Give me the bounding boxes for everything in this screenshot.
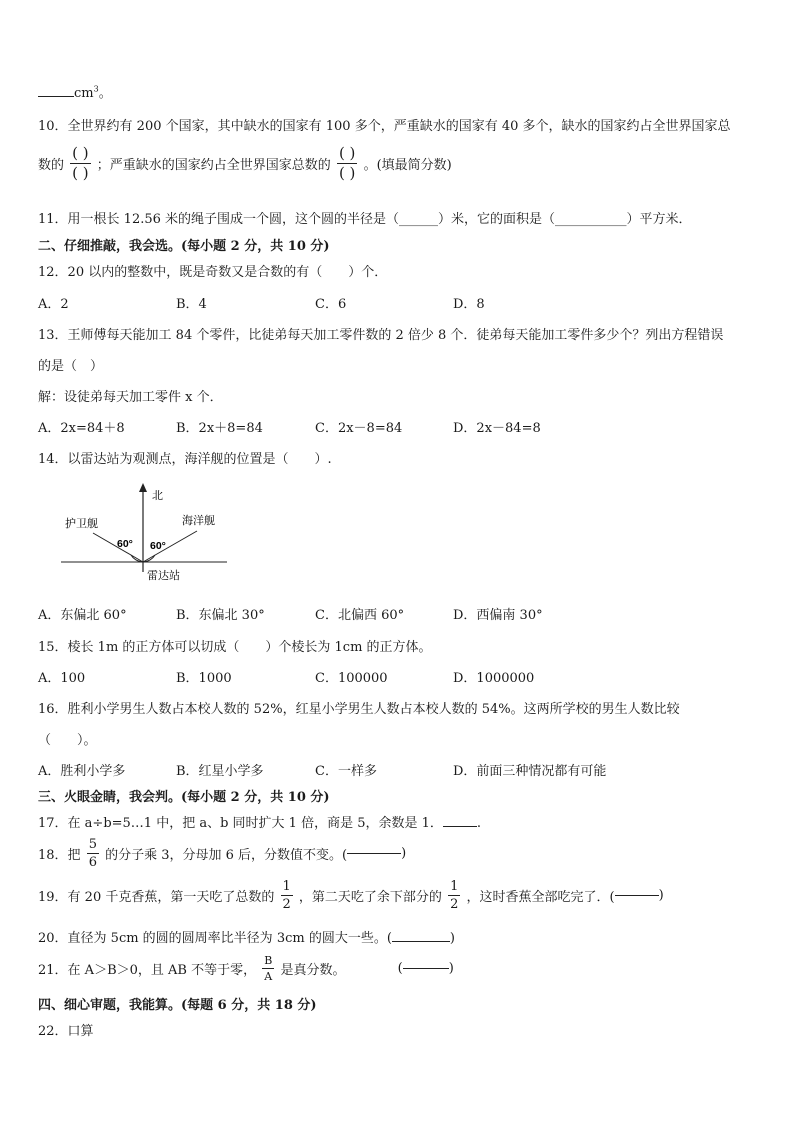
q14-option-d: D．西偏南 30° xyxy=(453,608,543,623)
q10-suffix: 。(填最简分数) xyxy=(363,158,452,173)
north-label: 北 xyxy=(152,490,163,502)
q18-prefix: 18．把 xyxy=(38,848,81,863)
question-11: 11．用一根长 12.56 米的绳子围成一个圆，这个圆的半径是（______）米，它的面积是（___________）平方米． xyxy=(38,212,692,227)
q20-text: 20．直径为 5cm 的圆的圆周率比半径为 3cm 的圆大一些。( xyxy=(38,931,392,946)
answer-blank xyxy=(403,968,449,969)
q21-suffix: 是真分数。 xyxy=(280,963,346,978)
question-20 xyxy=(38,927,455,946)
question-10-line2 xyxy=(38,146,452,181)
numerator: B xyxy=(264,954,273,967)
radar-station-label: 雷达站 xyxy=(147,570,180,582)
q10-fraction-blank-1 xyxy=(70,146,90,181)
q16-option-c: C．一样多 xyxy=(315,764,377,779)
q16-option-d: D．前面三种情况都有可能 xyxy=(453,764,607,779)
numerator: 5 xyxy=(88,837,97,852)
q13-option-d: D．2x－84=8 xyxy=(453,421,541,436)
numerator-blank: ( ) xyxy=(338,144,356,162)
q16-option-b: B．红星小学多 xyxy=(176,764,264,779)
q19-prefix: 19．有 20 千克香蕉，第一天吃了总数的 xyxy=(38,890,275,905)
answer-blank xyxy=(615,895,659,896)
fraction-1-2 xyxy=(281,880,293,911)
question-12: 12．20 以内的整数中，既是奇数又是合数的有（ ）个． xyxy=(38,265,388,280)
q13-option-a: A．2x=84＋8 xyxy=(38,421,125,436)
question-16-line1: 16．胜利小学男生人数占本校人数的 52%，红星小学男生人数占本校人数的 54%。这两所学校的男生人数比较 xyxy=(38,702,680,717)
numerator: 1 xyxy=(282,879,291,894)
q19-suffix: ，这时香蕉全部吃完了．( xyxy=(466,890,615,905)
section-2-heading: 二、仔细推敲，我会选。(每小题 2 分，共 10 分) xyxy=(38,239,330,254)
q12-option-b: B．4 xyxy=(176,297,207,312)
question-13-line1: 13．王师傅每天能加工 84 个零件，比徒弟每天加工零件数的 2 倍少 8 个．徒弟每天能加工零件多少个？列出方程错误 xyxy=(38,328,724,343)
escort-ship-label: 护卫舰 xyxy=(65,518,98,530)
q20-close: ) xyxy=(449,931,455,946)
question-15: 15．棱长 1m 的正方体可以切成（ ）个棱长为 1cm 的正方体。 xyxy=(38,640,432,655)
unit: cm xyxy=(74,86,94,101)
q10-fraction-blank-2 xyxy=(337,146,357,181)
unit-exponent: 3 xyxy=(93,84,99,94)
answer-blank xyxy=(392,941,450,942)
answer-blank xyxy=(38,96,74,97)
question-22: 22．口算 xyxy=(38,1024,94,1039)
q19-middle: ，第二天吃了余下部分的 xyxy=(298,890,442,905)
denominator: A xyxy=(262,968,274,982)
q15-option-c: C．100000 xyxy=(315,671,388,686)
left-angle-label: 60° xyxy=(117,538,133,550)
q18-close: ) xyxy=(401,846,407,861)
question-14: 14．以雷达站为观测点，海洋舰的位置是（ ）. xyxy=(38,452,332,467)
denominator: 2 xyxy=(282,897,291,912)
section-3-heading: 三、火眼金睛，我会判。(每小题 2 分，共 10 分) xyxy=(38,790,330,805)
q12-option-a: A．2 xyxy=(38,297,69,312)
q19-close: ) xyxy=(658,888,664,903)
q21-close: ) xyxy=(448,961,454,976)
numerator-blank: ( ) xyxy=(72,144,89,162)
question-16-line2: （ ）。 xyxy=(38,733,97,748)
q15-option-d: D．1000000 xyxy=(453,671,535,686)
question-18 xyxy=(38,838,406,869)
answer-blank xyxy=(443,826,477,827)
q14-option-b: B．东偏北 30° xyxy=(176,608,265,623)
q17-text: 17．在 a÷b=5…1 中，把 a、b 同时扩大 1 倍，商是 5，余数是 1． xyxy=(38,816,443,831)
fraction-b-over-a xyxy=(262,955,274,982)
q14-option-a: A．东偏北 60° xyxy=(38,608,127,623)
q12-option-d: D．8 xyxy=(453,297,485,312)
fraction-5-6 xyxy=(87,838,99,869)
q21-prefix: 21．在 A＞B＞0，且 AB 不等于零， xyxy=(38,963,257,978)
denominator-blank: ( ) xyxy=(72,164,89,182)
ocean-ship-label: 海洋舰 xyxy=(182,515,215,527)
q13-option-b: B．2x＋8=84 xyxy=(176,421,263,436)
question-13-line2: 的是（ ） xyxy=(38,359,104,374)
q15-option-a: A．100 xyxy=(38,671,86,686)
period: 。 xyxy=(98,86,112,101)
north-arrow-head xyxy=(139,483,147,492)
answer-blank xyxy=(347,853,401,854)
q12-option-c: C．6 xyxy=(315,297,347,312)
denominator: 6 xyxy=(88,855,97,870)
q15-option-b: B．1000 xyxy=(176,671,232,686)
right-angle-label: 60° xyxy=(150,540,166,552)
q13-solution: 解：设徒弟每天加工零件 x 个． xyxy=(38,390,223,405)
q13-option-c: C．2x－8=84 xyxy=(315,421,403,436)
section-4-heading: 四、细心审题，我能算。(每题 6 分，共 18 分) xyxy=(38,998,317,1013)
q16-option-a: A．胜利小学多 xyxy=(38,764,126,779)
question-17 xyxy=(38,812,481,831)
q14-option-c: C．北偏西 60° xyxy=(315,608,405,623)
question-10-line1: 10．全世界约有 200 个国家，其中缺水的国家有 100 多个，严重缺水的国家有 40 多个，缺水的国家约占全世界国家总 xyxy=(38,119,731,134)
q17-end: . xyxy=(476,816,482,831)
q10-prefix: 数的 xyxy=(38,158,65,173)
denominator: 2 xyxy=(450,897,459,912)
q10-middle: ；严重缺水的国家约占全世界国家总数的 xyxy=(96,158,331,173)
radar-direction-diagram xyxy=(55,480,255,585)
question-21 xyxy=(38,955,454,982)
numerator: 1 xyxy=(450,879,459,894)
question-19 xyxy=(38,880,664,911)
q18-suffix: 的分子乘 3，分母加 6 后，分数值不变。( xyxy=(105,848,348,863)
q9-answer-line xyxy=(38,82,112,101)
denominator-blank: ( ) xyxy=(338,164,356,182)
q21-open: ( xyxy=(397,961,403,976)
fraction-1-2 xyxy=(448,880,460,911)
